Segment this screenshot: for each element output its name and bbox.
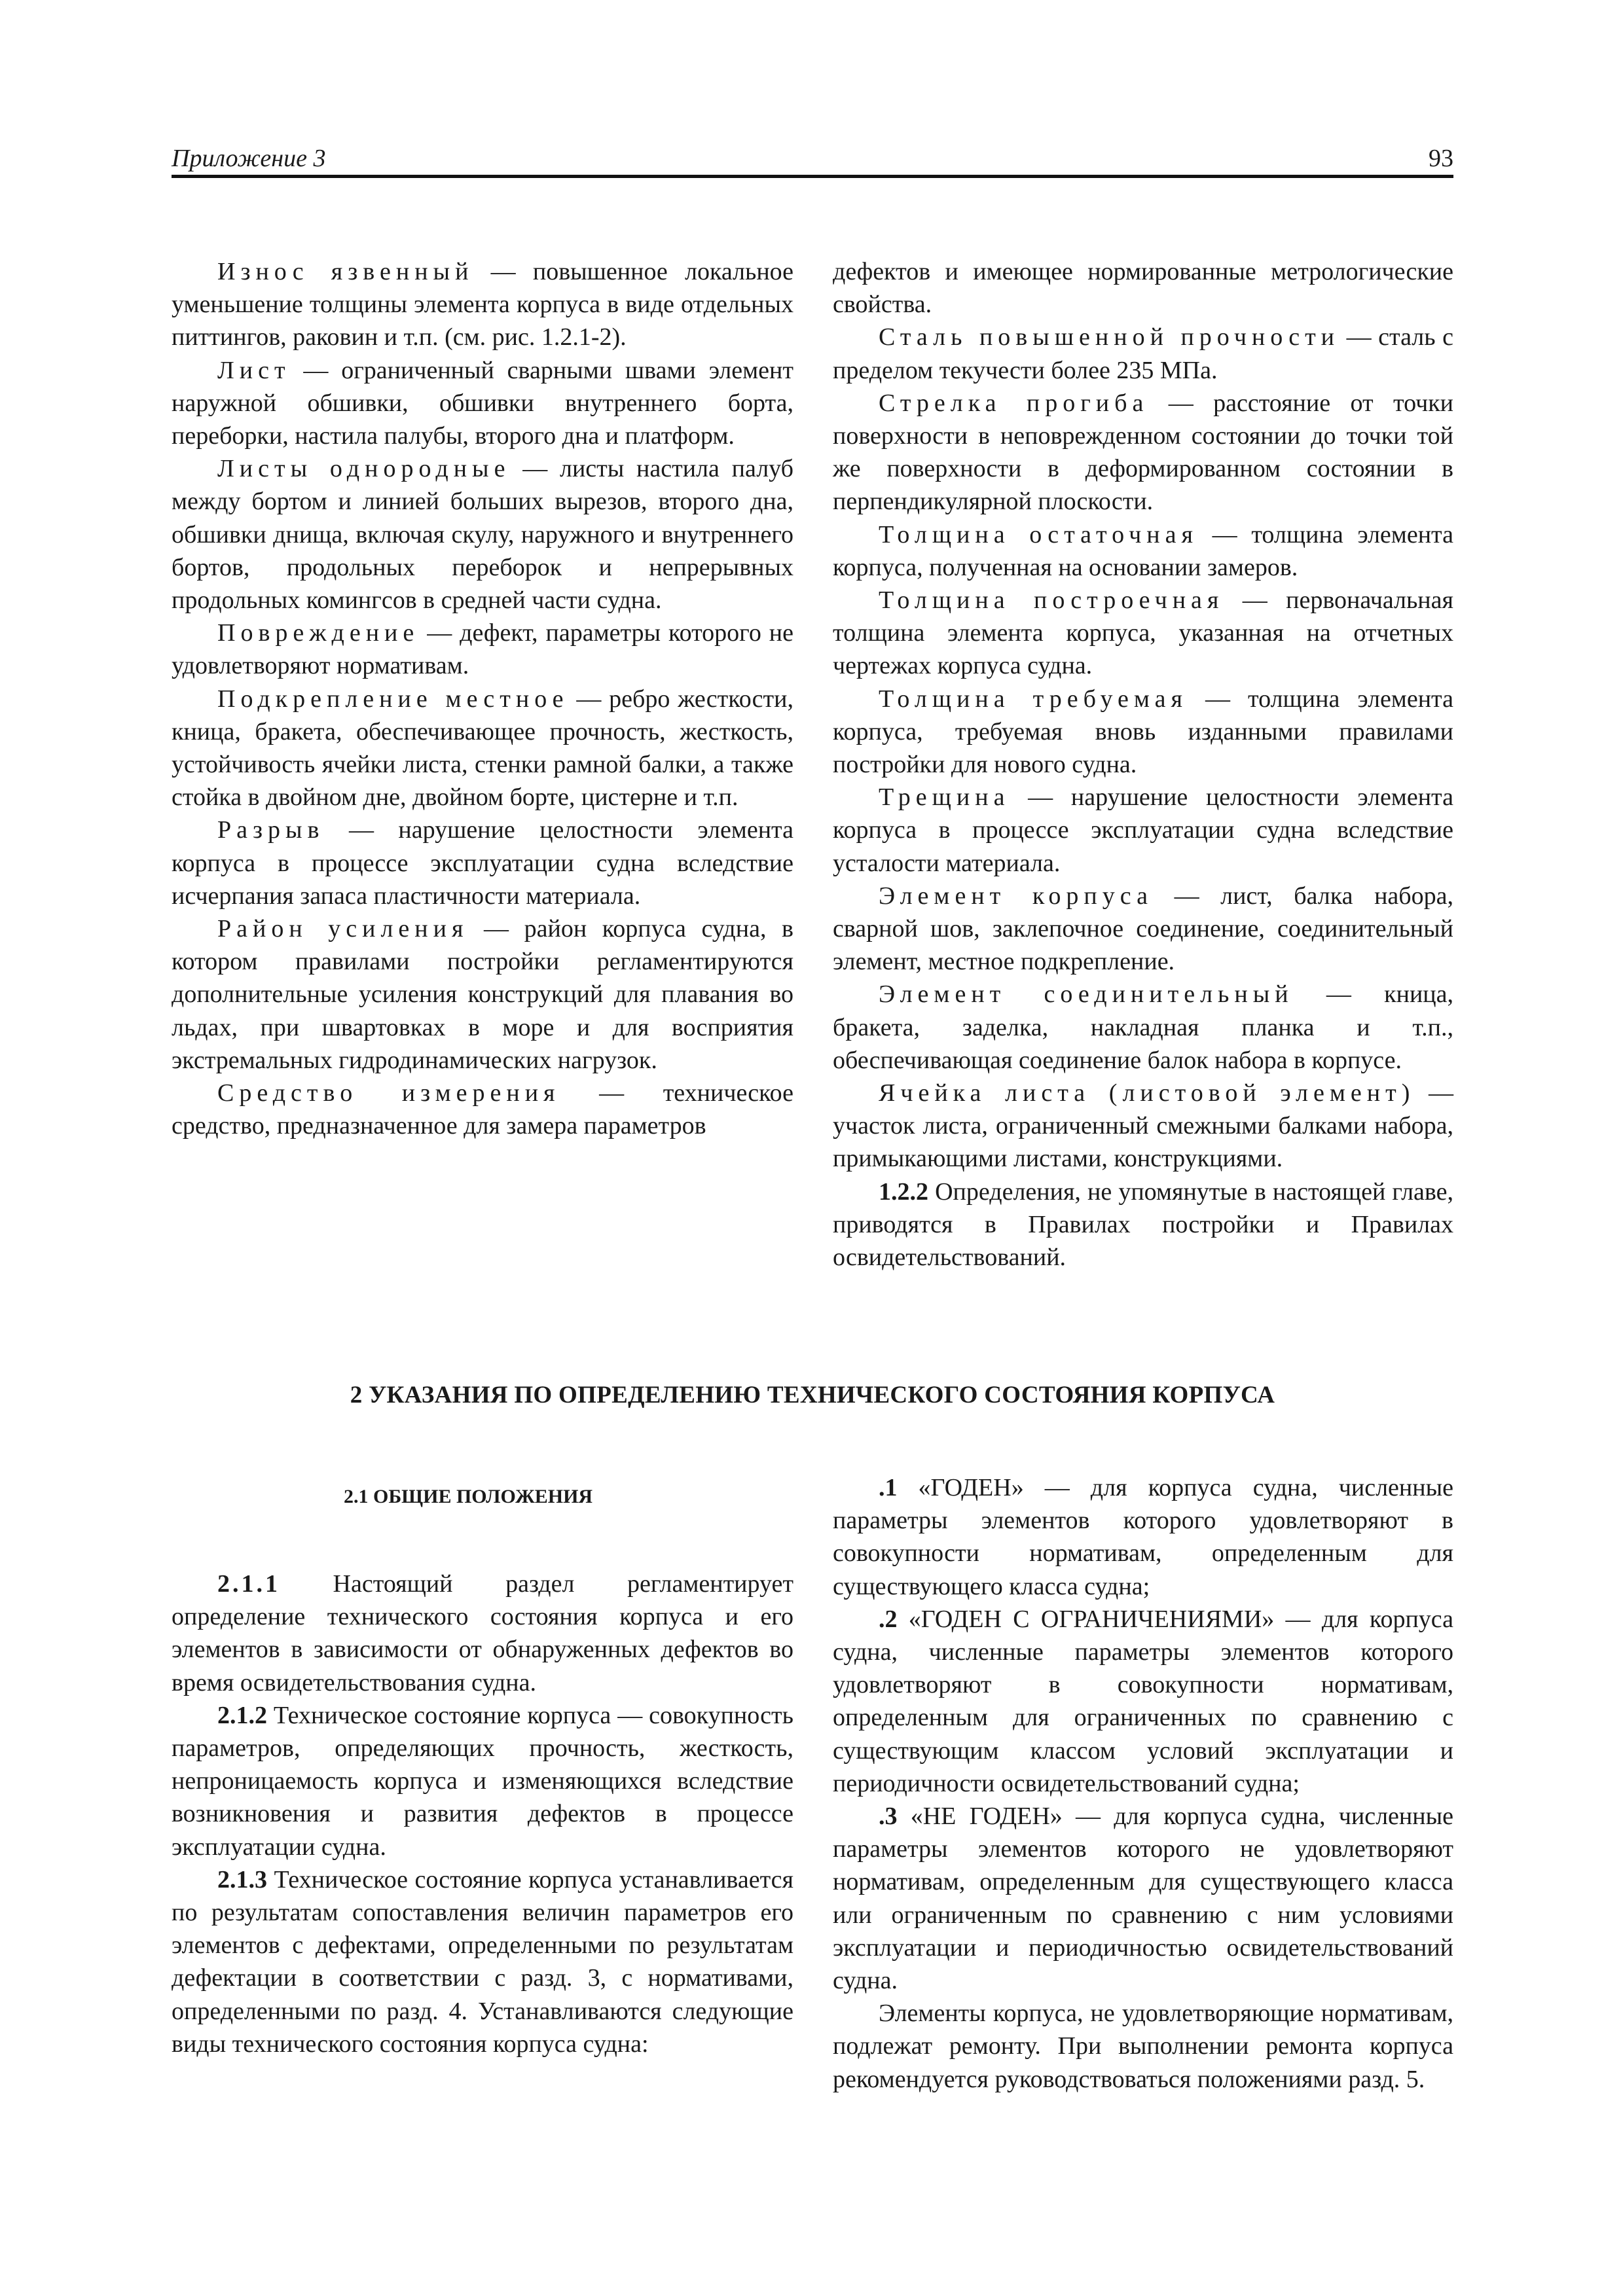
definition-paragraph [833, 321, 1453, 386]
definition-term: Стрелка прогиба [879, 389, 1149, 417]
definition-paragraph [172, 354, 793, 453]
definition-paragraph [172, 452, 793, 617]
definition-term: Элемент корпуса [879, 882, 1153, 910]
definition-paragraph [833, 683, 1453, 781]
definition-term: Листы однородные [217, 455, 511, 483]
running-header [172, 144, 1453, 178]
clause-number: 2.1.3 [217, 1865, 267, 1893]
definitions-left-column [172, 255, 793, 1142]
definition-term: Средство измерения [217, 1079, 560, 1107]
item-number: .3 [879, 1803, 898, 1831]
subsection-title: 2.1 ОБЩИЕ ПОЛОЖЕНИЯ [344, 1486, 593, 1507]
page-number: 93 [1429, 145, 1453, 172]
clause-paragraph [172, 1699, 793, 1863]
continued-paragraph [833, 255, 1453, 321]
definitions-right-column [833, 255, 1453, 1274]
definition-term: Лист [217, 356, 291, 384]
definition-term: Повреждение [217, 619, 420, 647]
clause-text: Настоящий раздел регламентирует определение технического состояния корпуса и его элементов в зависимости от обнаруженных дефектов во время освидетельствования судна. [172, 1570, 793, 1696]
definition-term: Ячейка листа (листовой элемент) [879, 1079, 1415, 1107]
section-right-column [833, 1471, 1453, 2096]
definition-paragraph [172, 1077, 793, 1142]
definition-paragraph [833, 1077, 1453, 1175]
definition-paragraph [833, 781, 1453, 880]
clause-text: Техническое состояние корпуса устанавливается по результатам сопоставления величин параметров его элементов с дефектами, определенными по результатам дефектации в соответствии с разд. 3, с нормативами, определенными по разд. 4. Устанавливаются следующие виды технического состояния корпуса судна: [172, 1865, 793, 2058]
definition-text: — дефект, параметры которого не удовлетворяют нормативам. [172, 619, 793, 680]
definition-paragraph [172, 255, 793, 354]
clause-number: 2.1.2 [217, 1701, 267, 1729]
definition-text: — первоначальная толщина элемента корпуса, указанная на отчетных чертежах корпуса судна. [833, 586, 1453, 680]
definition-text: — лист, балка набора, сварной шов, заклепочное соединение, соединительный элемент, местное подкрепление. [833, 882, 1453, 976]
clause-text: Техническое состояние корпуса — совокупность параметров, определяющих прочность, жесткость, непроницаемость корпуса и изменяющихся вследствие возникновения и развития дефектов в процессе эксплуатации судна. [172, 1701, 793, 1861]
definition-text: — район корпуса судна, в котором правилами постройки регламентируются дополнительные усиления конструкций для плавания во льдах, при швартовках в море и для восприятия экстремальных гидродинамических нагрузок. [172, 915, 793, 1074]
clause-number: 1.2.2 [879, 1177, 928, 1206]
definition-paragraph [833, 584, 1453, 683]
definition-term: Подкрепление местное [217, 685, 569, 713]
status-item [833, 1603, 1453, 1800]
closing-paragraph [833, 1997, 1453, 2096]
paragraph-text: Элементы корпуса, не удовлетворяющие нормативам, подлежат ремонту. При выполнении ремонта корпуса рекомендуется руководствоваться положениями разд. 5. [833, 2000, 1453, 2093]
definition-text: — кница, бракета, заделка, накладная планка и т.п., обеспечивающая соединение балок набора в корпусе. [833, 980, 1453, 1074]
item-text: «НЕ ГОДЕН» — для корпуса судна, численные параметры элементов которого не удовлетворяют нормативам, определенным для существующего класса или ограниченным по сравнению с ним условиями эксплуатации и периодичностью освидетельствований судна. [833, 1803, 1453, 1995]
definition-text: — нарушение целостности элемента корпуса в процессе эксплуатации судна вследствие усталости материала. [833, 783, 1453, 877]
definition-text: — толщина элемента корпуса, требуемая вновь изданными правилами постройки для нового судна. [833, 685, 1453, 779]
clause-paragraph [172, 1863, 793, 2060]
definition-text: — сталь с пределом текучести более 235 МПа. [833, 323, 1453, 384]
item-number: .2 [879, 1605, 898, 1633]
clause-text: Определения, не упомянутые в настоящей главе, приводятся в Правилах постройки и Правилах освидетельствований. [833, 1177, 1453, 1272]
section-left-column [172, 1568, 793, 2060]
clause-paragraph [833, 1175, 1453, 1274]
header-title: Приложение 3 [172, 145, 326, 172]
definition-text: — нарушение целостности элемента корпуса в процессе эксплуатации судна вследствие исчерпания запаса пластичности материала. [172, 816, 793, 910]
definition-paragraph [172, 683, 793, 814]
status-item [833, 1471, 1453, 1603]
definition-paragraph [172, 814, 793, 912]
definition-term: Элемент соединительный [879, 980, 1294, 1009]
definition-term: Износ язвенный [217, 258, 474, 285]
definition-text: — повышенное локальное уменьшение толщины элемента корпуса в виде отдельных питтингов, раковин и т.п. (см. рис. 1.2.1-2). [172, 258, 794, 351]
definition-paragraph [833, 518, 1453, 584]
definition-term: Толщина требуемая [879, 685, 1188, 713]
definition-paragraph [833, 880, 1453, 978]
status-item [833, 1800, 1453, 1997]
definition-text: — участок листа, ограниченный смежными балками набора, примыкающими листами, конструкциями. [833, 1079, 1454, 1173]
definition-text: — ограниченный сварными швами элемент наружной обшивки, обшивки внутреннего борта, переборки, настила палубы, второго дна и платформ. [172, 356, 793, 450]
definition-text: — ребро жесткости, кница, бракета, обеспечивающее прочность, жесткость, устойчивость ячейки листа, стенки рамной балки, а также стойка в двойном дне, двойном борте, цистерне и т.п. [172, 685, 793, 812]
section-title: 2 УКАЗАНИЯ ПО ОПРЕДЕЛЕНИЮ ТЕХНИЧЕСКОГО СОСТОЯНИЯ КОРПУСА [350, 1382, 1275, 1408]
clause-paragraph [172, 1568, 793, 1699]
definition-paragraph [833, 387, 1453, 518]
definition-term: Толщина остаточная [879, 520, 1198, 548]
item-number: .1 [879, 1474, 898, 1501]
definition-term: Толщина построечная [879, 586, 1224, 615]
definition-text: — техническое средство, предназначенное для замера параметров [172, 1079, 793, 1140]
definition-text: — толщина элемента корпуса, полученная на основании замеров. [833, 520, 1453, 581]
item-text: «ГОДЕН С ОГРАНИЧЕНИЯМИ» — для корпуса судна, численные параметры элементов которого удовлетворяют в совокупности нормативам, определенным для ограниченных по сравнению с существующим классом условий эксплуатации и периодичности освидетельствований судна; [833, 1605, 1453, 1797]
definition-term: Сталь повышенной прочности [879, 323, 1340, 351]
item-text: «ГОДЕН» — для корпуса судна, численные параметры элементов которого удовлетворяют в совокупности нормативам, определенным для существующего класса судна; [833, 1474, 1453, 1600]
definition-text: — расстояние от точки поверхности в неповрежденном состоянии до точки той же поверхности в деформированном состоянии в перпендикулярной плоскости. [833, 389, 1453, 516]
definition-term: Трещина [879, 783, 1010, 812]
definition-term: Район усиления [217, 915, 469, 943]
definition-text: — листы настила палуб между бортом и линией больших вырезов, второго дна, обшивки днища, включая скулу, наружного и внутреннего бортов, продольных переборок и непрерывных продольных комингсов в средней части судна. [172, 455, 793, 615]
definition-paragraph [172, 617, 793, 682]
clause-number: 2.1.1 [217, 1570, 280, 1598]
definition-text: дефектов и имеющее нормированные метрологические свойства. [833, 258, 1453, 319]
definition-paragraph [833, 978, 1453, 1077]
definition-paragraph [172, 912, 793, 1077]
definition-term: Разрыв [217, 816, 325, 844]
